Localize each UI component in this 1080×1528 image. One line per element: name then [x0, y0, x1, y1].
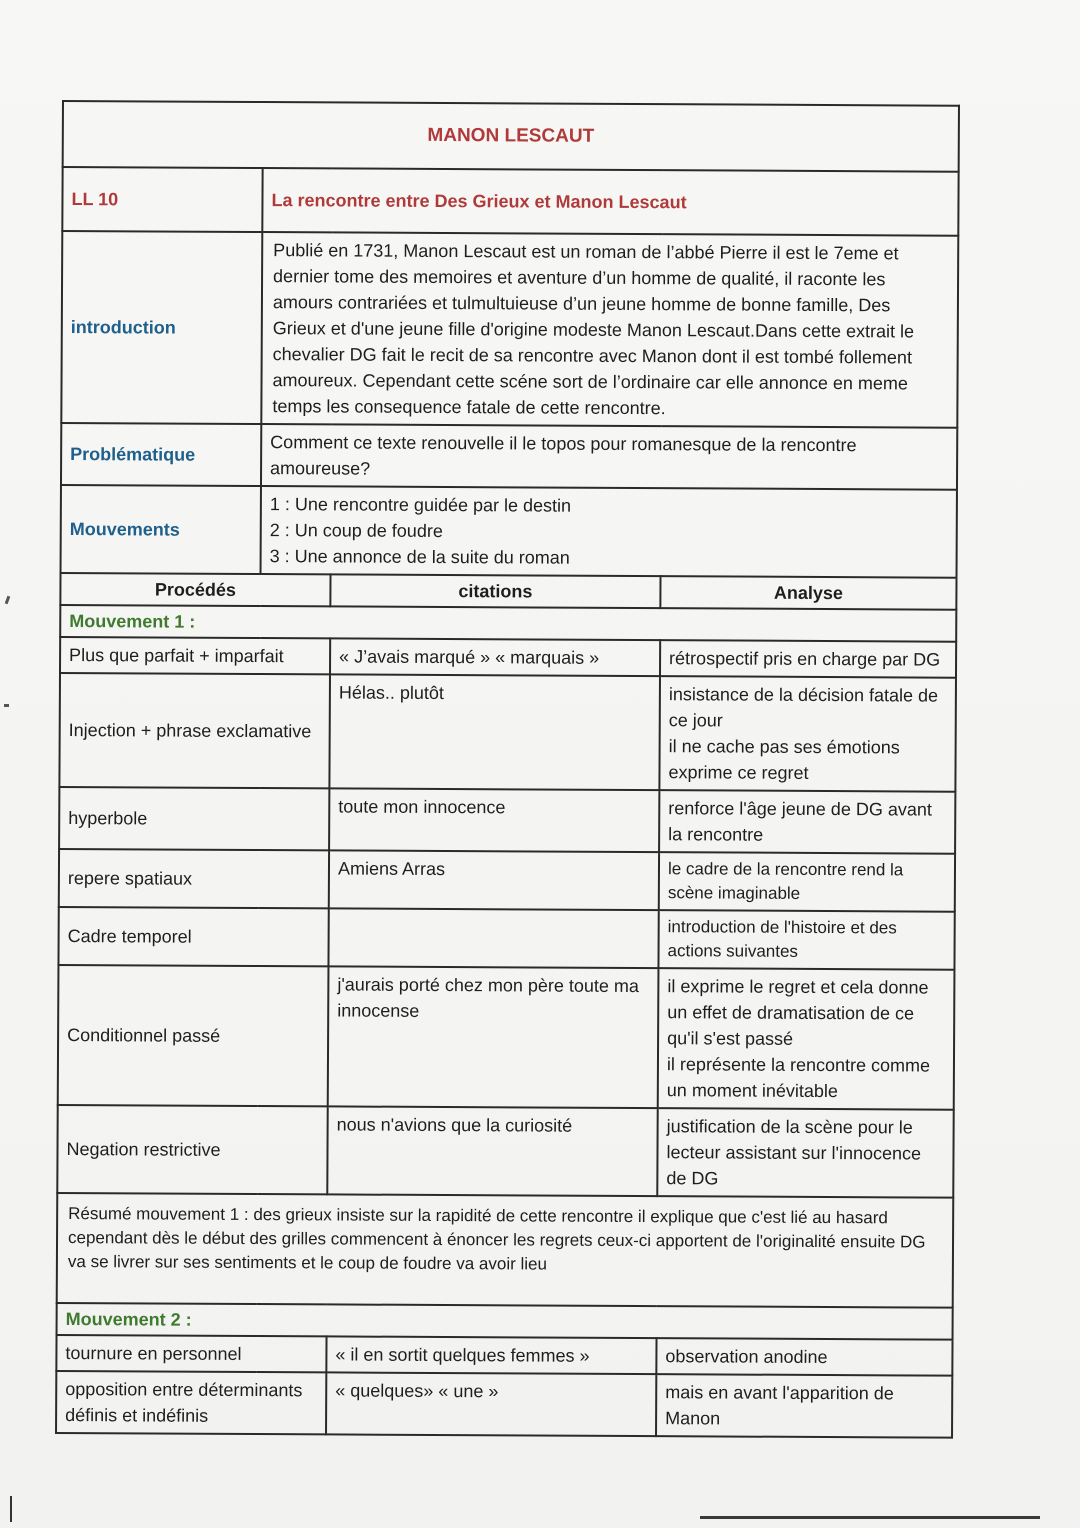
title-row	[63, 101, 959, 172]
analyse-cell: renforce l'âge jeune de DG avant la rencontre	[659, 790, 955, 854]
citation-cell: Hélas.. plutôt	[329, 675, 660, 791]
table-row	[59, 787, 955, 854]
introduction-text: Publié en 1731, Manon Lescaut est un roman de l’abbé Pierre il est le 7eme et dernier tome des memoires et aventure d’un homme de qualité, il raconte les amours contrariées et tulmultuieuse d’un jeune homme de bonne famille, Des Grieux et d'une jeune fille d'origine modeste Manon Lescaut.Dans cette extrait le chevalier DG fait le recit de sa rencontre avec Manon dont il est tombé follement amoureux. Cependant cette scéne sort de l’ordinaire car elle annonce en meme temps les consequence fatale de cette rencontre.	[261, 232, 958, 428]
table-row	[60, 637, 956, 678]
citation-cell: « quelques» « une »	[326, 1373, 656, 1437]
margin-mark	[5, 596, 11, 605]
mouvement2-heading-row	[57, 1303, 953, 1340]
header-analyse: Analyse	[660, 576, 956, 610]
document-title: MANON LESCAUT	[63, 101, 959, 172]
introduction-row	[61, 231, 958, 428]
procede-cell: hyperbole	[59, 787, 329, 850]
problematique-text: Comment ce texte renouvelle il le topos pour romanesque de la rencontre amoureuse?	[261, 424, 957, 490]
citation-cell: « il en sortit quelques femmes »	[326, 1337, 656, 1375]
table-row	[59, 849, 955, 912]
study-sheet	[55, 100, 958, 1439]
margin-mark	[10, 1496, 12, 1522]
citation-cell: nous n'avions que la curiosité	[327, 1107, 657, 1197]
scan-edge-line	[700, 1516, 1040, 1519]
margin-mark	[4, 704, 9, 707]
mouvements-row	[61, 485, 957, 578]
mouvements-list	[261, 486, 957, 578]
procede-cell: tournure en personnel	[56, 1335, 326, 1372]
lecture-subtitle: La rencontre entre Des Grieux et Manon Lescaut	[262, 168, 958, 236]
citation-cell: toute mon innocence	[329, 789, 659, 853]
table-row	[56, 1371, 952, 1438]
procede-cell: Conditionnel passé	[58, 965, 329, 1106]
mouvement1-label: Mouvement 1 :	[60, 605, 956, 642]
citation-cell: j'aurais porté chez mon père toute ma innocense	[328, 967, 659, 1109]
analysis-table	[55, 100, 960, 1439]
procede-cell: Plus que parfait + imparfait	[60, 637, 330, 674]
mouvement2-label: Mouvement 2 :	[57, 1303, 953, 1340]
problematique-label: Problématique	[61, 423, 261, 486]
table-row	[58, 907, 954, 970]
table-row	[56, 1335, 952, 1376]
table-row	[57, 1105, 953, 1198]
table-row	[59, 673, 956, 792]
analyse-cell: introduction de l'histoire et des actions suivantes	[658, 910, 954, 970]
citation-cell: Amiens Arras	[329, 851, 659, 911]
citation-cell	[328, 909, 658, 969]
mouvement-item: 1 : Une rencontre guidée par le destin	[269, 494, 572, 516]
analyse-cell: le cadre de la rencontre rend la scène imaginable	[659, 852, 955, 912]
table-row	[58, 965, 955, 1110]
analyse-cell: observation anodine	[656, 1338, 952, 1376]
procede-cell: Injection + phrase exclamative	[59, 673, 330, 788]
analyse-cell: insistance de la décision fatale de ce jour il ne cache pas ses émotions exprime ce regret	[659, 676, 956, 792]
analyse-cell: mais en avant l'apparition de Manon	[656, 1374, 952, 1438]
mouvement-item: 2 : Un coup de foudre	[269, 520, 443, 541]
citation-cell: « J’avais marqué » « marquais »	[330, 639, 660, 677]
procede-cell: Cadre temporel	[58, 907, 328, 966]
column-headers	[60, 573, 956, 610]
header-procedes: Procédés	[60, 573, 330, 607]
resume-mouvement1: Résumé mouvement 1 : des grieux insiste sur la rapidité de cette rencontre il explique que c'est lié au hasard cependant dès le début des grilles commencent à énoncer les regrets ceux-ci apportent de l'originalité ensuite DG va se livrer sur ses sentiments et le coup de foudre va avoir lieu	[57, 1193, 954, 1308]
header-citations: citations	[330, 574, 660, 608]
problematique-row	[61, 423, 957, 490]
analyse-cell: il exprime le regret et cela donne un effet de dramatisation de ce qu'il s'est passé il représente la rencontre comme un moment inévitable	[658, 968, 955, 1110]
procede-cell: opposition entre déterminants définis et indéfinis	[56, 1371, 326, 1434]
procede-cell: Negation restrictive	[57, 1105, 327, 1194]
mouvement1-heading-row	[60, 605, 956, 642]
mouvements-label: Mouvements	[61, 485, 261, 574]
analyse-cell: rétrospectif pris en charge par DG	[660, 640, 956, 678]
mouvement-item: 3 : Une annonce de la suite du roman	[269, 546, 570, 568]
analyse-cell: justification de la scène pour le lecteur assistant sur l'innocence de DG	[657, 1108, 953, 1198]
procede-cell: repere spatiaux	[59, 849, 329, 908]
introduction-label: introduction	[61, 231, 262, 424]
lecture-code: LL 10	[62, 167, 262, 232]
code-row	[62, 167, 958, 236]
resume-row	[57, 1193, 954, 1308]
